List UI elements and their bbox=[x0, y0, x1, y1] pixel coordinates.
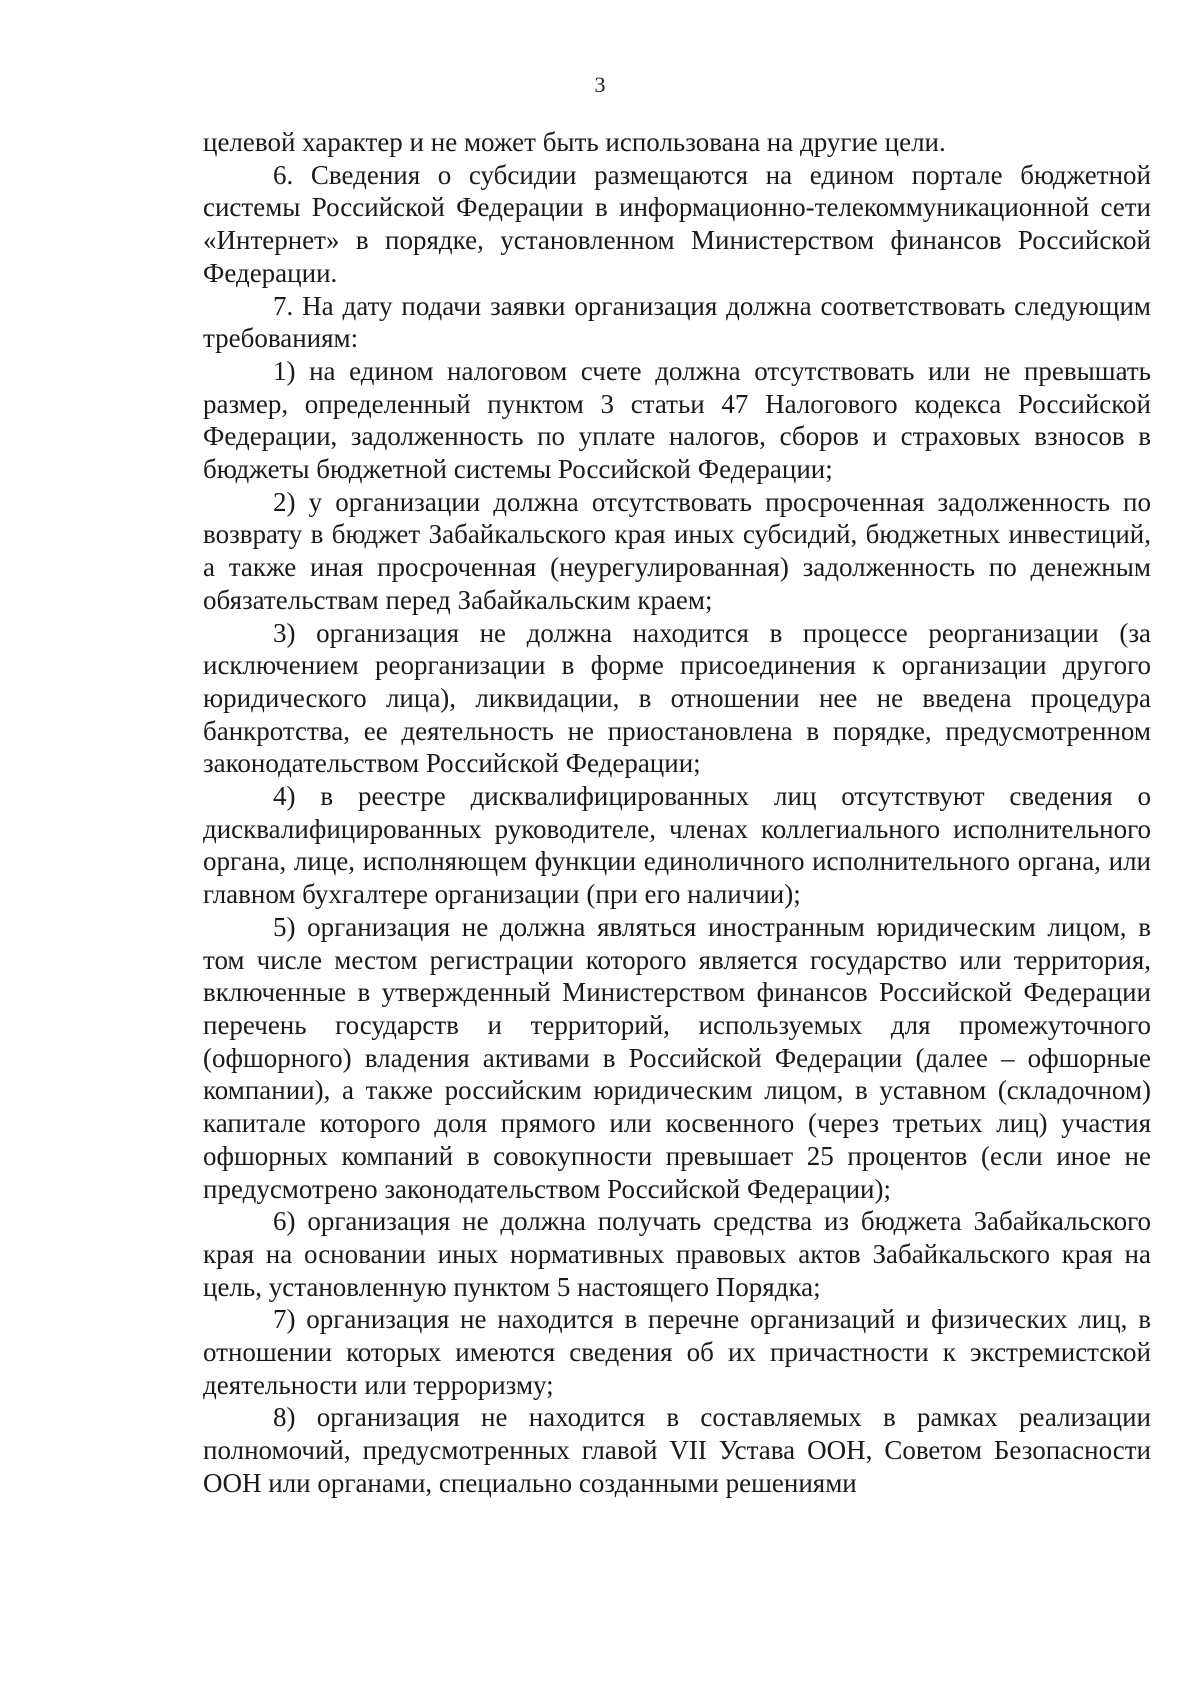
requirement-1: 1) на едином налоговом счете должна отсутствовать или не превышать размер, определенный пунктом 3 статьи 47 Налогового кодекса Российской Федерации, задолженность по уплате налогов, сборов и страховых взносов в бюджеты бюджетной системы Российской Федерации; bbox=[203, 355, 1151, 485]
paragraph-item-6: 6. Сведения о субсидии размещаются на едином портале бюджетной системы Российской Федерации в информационно-телекоммуникационной сети «Интернет» в порядке, установленном Министерством финансов Российской Федерации. bbox=[203, 159, 1151, 288]
requirement-7: 7) организация не находится в перечне организаций и физических лиц, в отношении которых имеются сведения об их причастности к экстремистской деятельности или терроризму; bbox=[203, 1304, 1151, 1400]
requirement-6: 6) организация не должна получать средства из бюджета Забайкальского края на основании иных нормативных правовых актов Забайкальского края на цель, установленную пунктом 5 настоящего Порядка; bbox=[203, 1206, 1151, 1302]
requirement-5: 5) организация не должна являться иностранным юридическим лицом, в том числе местом регистрации которого является государство или территория, включенные в утвержденный Министерством финансов Российской Федерации перечень государств и территорий, используемых для промежуточного (офшорного) владения активами в Российской Федерации (далее – офшорные компании), а также российским юридическим лицом, в уставном (складочном) капитале которого доля прямого или косвенного (через третьих лиц) участия офшорных компаний в совокупности превышает 25 процентов (если иное не предусмотрено законодательством Российской Федерации); bbox=[203, 911, 1151, 1204]
requirement-8: 8) организация не находится в составляемых в рамках реализации полномочий, предусмотренных главой VII Устава ООН, Советом Безопасности ООН или органами, специально созданными решениями bbox=[203, 1402, 1151, 1498]
page-number: 3 bbox=[594, 72, 606, 97]
requirement-2: 2) у организации должна отсутствовать просроченная задолженность по возврату в бюджет Забайкальского края иных субсидий, бюджетных инвестиций, а также иная просроченная (неурегулированная) задолженность по денежным обязательствам перед Забайкальским краем; bbox=[203, 486, 1151, 615]
requirement-3: 3) организация не должна находится в процессе реорганизации (за исключением реорганизации в форме присоединения к организации другого юридического лица), ликвидации, в отношении нее не введена процедура банкротства, ее деятельность не приостановлена в порядке, предусмотренном законодательством Российской Федерации; bbox=[203, 617, 1151, 779]
paragraph-continuation: целевой характер и не может быть использована на другие цели. bbox=[203, 127, 946, 157]
document-body bbox=[203, 126, 1151, 1500]
paragraph-item-7: 7. На дату подачи заявки организация должна соответствовать следующим требованиям: bbox=[203, 290, 1151, 354]
requirement-4: 4) в реестре дисквалифицированных лиц отсутствуют сведения о дисквалифицированных руководителе, членах коллегиального исполнительного органа, лице, исполняющем функции единоличного исполнительного органа, или главном бухгалтере организации (при его наличии); bbox=[203, 781, 1151, 910]
